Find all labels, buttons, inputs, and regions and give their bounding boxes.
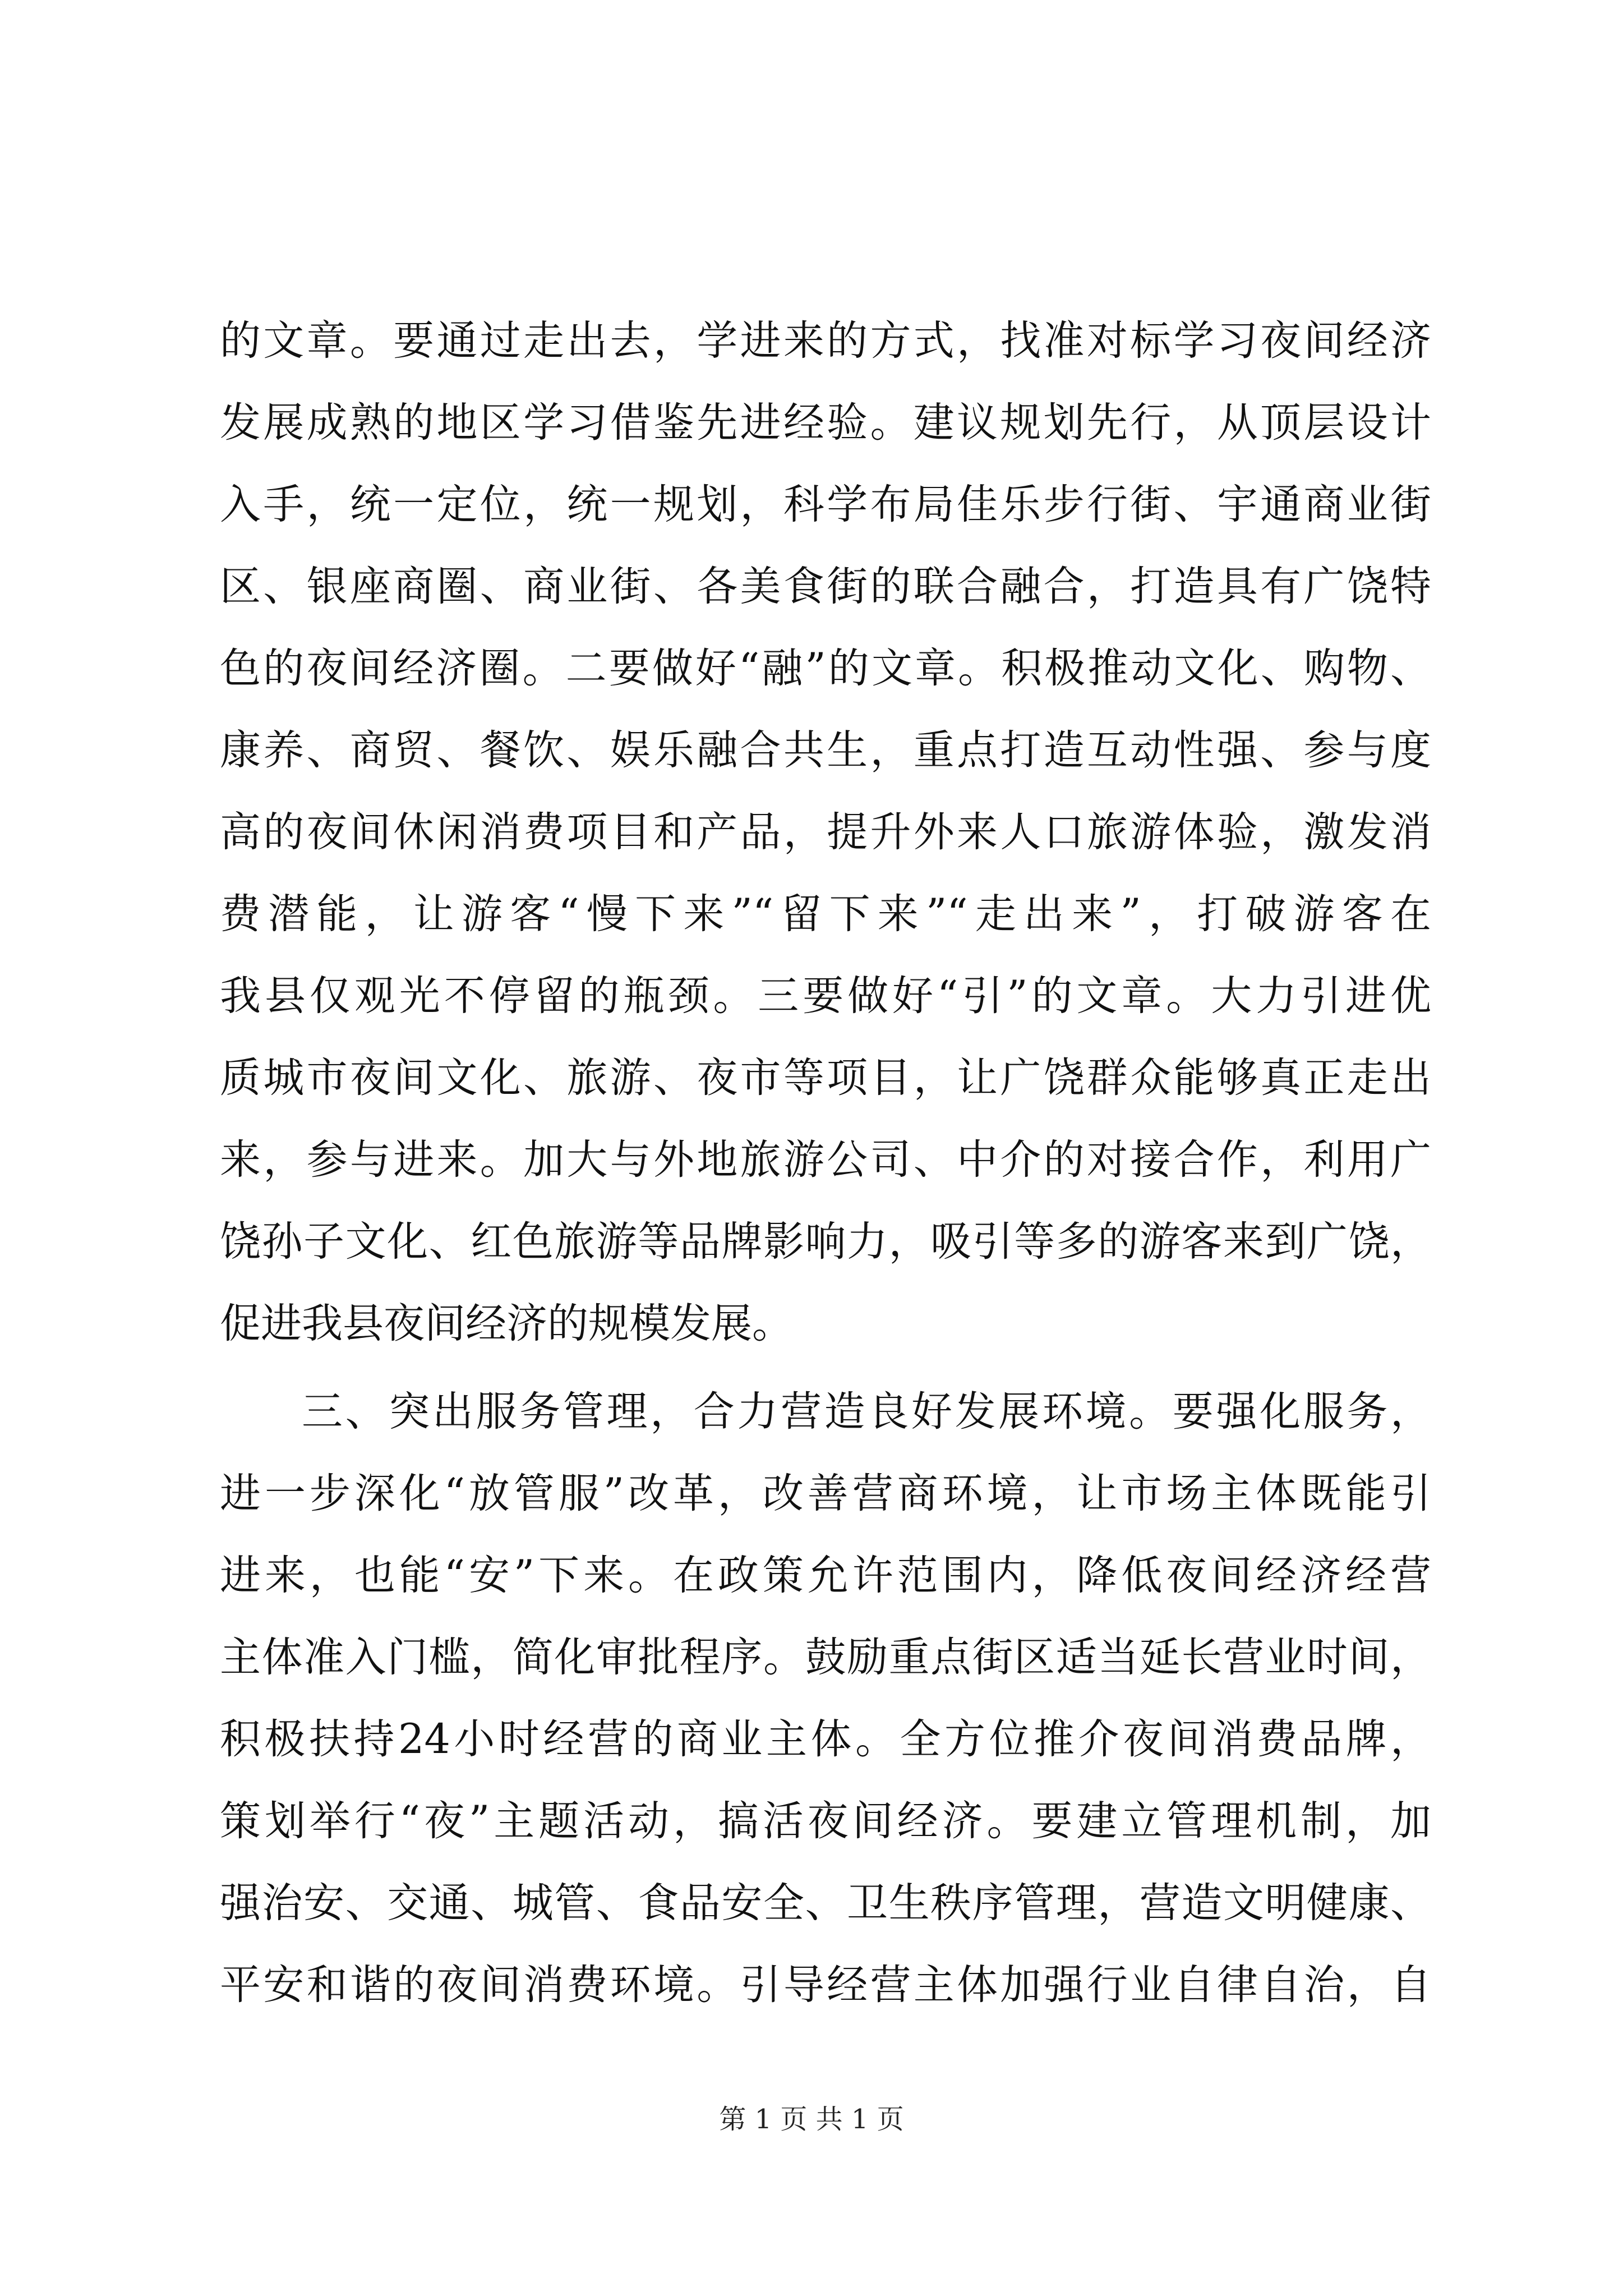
text-line: 康养、商贸、餐饮、娱乐融合共生，重点打造互动性强、参与度 xyxy=(220,726,1431,774)
text-line: 的文章。要通过走出去，学进来的方式，找准对标学习夜间经济 xyxy=(220,317,1431,365)
text-line: 高的夜间休闲消费项目和产品，提升外来人口旅游体验，激发消 xyxy=(220,808,1431,856)
text-line: 色的夜间经济圈。二要做好“融”的文章。积极推动文化、购物、 xyxy=(220,645,1431,692)
text-line: 积极扶持24小时经营的商业主体。全方位推介夜间消费品牌， xyxy=(220,1715,1431,1763)
paragraph-start-line: 三、突出服务管理，合力营造良好发展环境。要强化服务， xyxy=(302,1388,1431,1435)
text-line: 区、银座商圈、商业街、各美食街的联合融合，打造具有广饶特 xyxy=(220,563,1431,610)
text-line: 来，参与进来。加大与外地旅游公司、中介的对接合作，利用广 xyxy=(220,1136,1431,1184)
text-line: 主体准入门槛，简化审批程序。鼓励重点街区适当延长营业时间， xyxy=(220,1634,1431,1681)
text-line: 饶孙子文化、红色旅游等品牌影响力，吸引等多的游客来到广饶， xyxy=(220,1218,1431,1266)
text-line: 费潜能，让游客“慢下来”“留下来”“走出来”，打破游客在 xyxy=(220,890,1431,938)
text-line: 我县仅观光不停留的瓶颈。三要做好“引”的文章。大力引进优 xyxy=(220,972,1431,1020)
page-number: 第 1 页 共 1 页 xyxy=(719,2104,904,2135)
text-line: 发展成熟的地区学习借鉴先进经验。建议规划先行，从顶层设计 xyxy=(220,399,1431,447)
page-footer xyxy=(0,2102,1623,2136)
text-line: 进一步深化“放管服”改革，改善营商环境，让市场主体既能引 xyxy=(220,1470,1431,1517)
text-line: 进来，也能“安”下来。在政策允许范围内，降低夜间经济经营 xyxy=(220,1552,1431,1599)
text-line: 入手，统一定位，统一规划，科学布局佳乐步行街、宇通商业街 xyxy=(220,481,1431,528)
text-line: 强治安、交通、城管、食品安全、卫生秩序管理，营造文明健康、 xyxy=(220,1879,1431,1927)
paragraph-end-line: 促进我县夜间经济的规模发展。 xyxy=(220,1300,793,1347)
text-line: 质城市夜间文化、旅游、夜市等项目，让广饶群众能够真正走出 xyxy=(220,1054,1431,1102)
text-line: 平安和谐的夜间消费环境。引导经营主体加强行业自律自治，自 xyxy=(220,1961,1431,2009)
text-line: 策划举行“夜”主题活动，搞活夜间经济。要建立管理机制，加 xyxy=(220,1797,1431,1845)
document-body xyxy=(220,300,1431,2026)
